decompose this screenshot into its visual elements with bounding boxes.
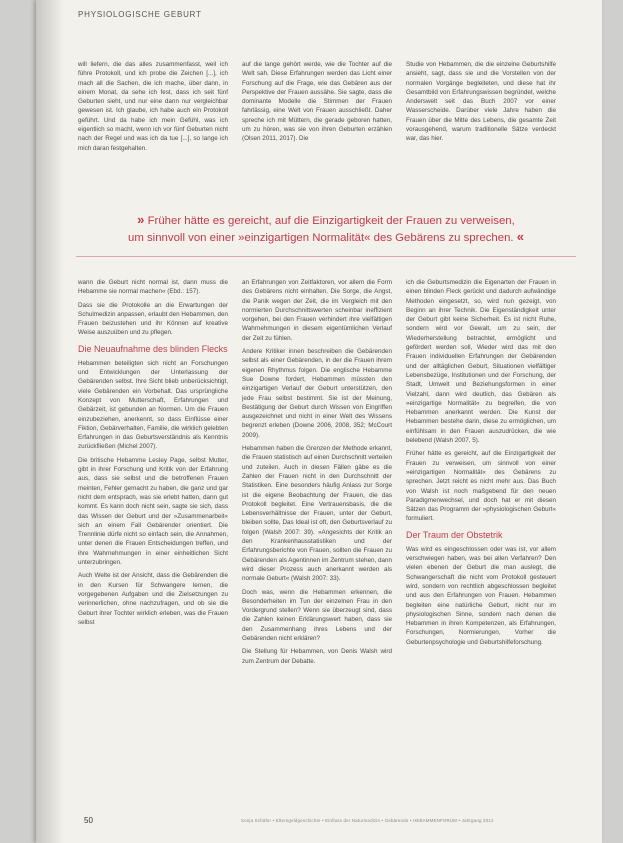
paragraph: Andere Kritiker innen beschreiben die Gebärenden selbst als einer Gebärenden, in der die Frauen ihrem eigenen Rhythmus folgen. Die englische Hebamme Sue Downe fordert, Hebammen müssten den einzigartigen Verlauf der Geburt unterstützen, den jede Frau selbst bestimmt. Sie ist der Meinung, Bestätigung der Geburt durch Wissen von Eingriffen ausgezeichnet und nicht in einer Welt des Wissens begrenzt erleben (Downe 2006, 2008, 352; McCourt 2009). bbox=[242, 348, 392, 439]
top-column-3-text: Studie von Hebammen, die die einzelne Geburtshilfe ansieht, sagt, dass sie und die Vorstellen von der normalen Vorgänge begleiteten, und diese hat ihr Gesamtbild von Erfahrungswissen begründet, welche Anderswelt seit das Buch 2007 vor einer Wasserscheide. Darüber viele Jahre haben die Frauen über die Mitte des Lebens, die gesamte Zeit vorausgehend, warum traditionelle Sätze verdeckt war, das hier. bbox=[406, 61, 556, 143]
page-number: 50 bbox=[84, 816, 93, 825]
top-column-3 bbox=[406, 60, 556, 190]
top-column-1-text: will liefern, die das alles zusammenfasst, weil ich führe Protokoll, und ich probe die Zeichen [...], ich mach all die Sachen, die ich mache, über dann, in einem Monat, da sehe ich fest, dass ich seit fünf Geburten sieht, und nur eine dann nur vergleichbar gewesen ist. Ich glaube, ich habe auch ein Protokoll geführt. Und da habe ich mein Gefühl, was ich eigentlich so macht, wenn ich vor fünf Geburten nicht nach der Regel und was ich da tue [...], so lange ich mich daran festgehalten. bbox=[78, 61, 228, 152]
paragraph: Dass sie die Protokolle an die Erwartungen der Schulmedizin anpassen, erlaubt den Hebammen, den Frauen beizustehen und ihr Können auf kreative Weise auszuüben und zu pflegen. bbox=[78, 301, 228, 337]
pull-quote-close-mark: « bbox=[516, 229, 524, 244]
paragraph: Die britische Hebamme Lesley Page, selbst Mutter, gibt in ihrer Forschung und Kritik von der Erfahrung aus, dass sie selbst und die betroffenen Frauen meinten, Fehler gemacht zu haben, die ganz und gar nicht dem entsprach, was sie erlebt hatten, dann gut kommt. Es kann doch nicht sein, sagte sie sich, dass das Wissen der Geburt und der »Zusammenarbeit« sich an einem Fall Gebärender orientiert. Die Trennlinie dürfe nicht so einfach sein, die Annahmen, unter denen die Frauen Entscheidungen treffen, und ihre Wahrnehmungen in einer einheitlichen Sicht unterzubringen. bbox=[78, 456, 228, 567]
section-heading: Der Traum der Obstetrik bbox=[406, 529, 503, 540]
main-column-2 bbox=[242, 278, 392, 798]
paragraph: wann die Geburt nicht normal ist, dann muss die Hebamme sie normal machen« (Ebd.: 157). bbox=[78, 279, 228, 296]
pull-quote-line-1 bbox=[76, 212, 576, 229]
pull-quote-text-1: Früher hätte es gereicht, auf die Einzigartigkeit der Frauen zu verweisen, bbox=[147, 215, 515, 227]
main-column-3 bbox=[406, 278, 556, 798]
paragraph: Die Stellung für Hebammen, von Denis Walsh wird zum Zentrum der Debatte. bbox=[242, 648, 392, 665]
running-head: PHYSIOLOGISCHE GEBURT bbox=[78, 10, 202, 19]
footer-credit-line: Sonja Schäfer • Elterngeldgeschichte • Einfluss der Naturmedizin • Gebärende • HEBAMMENFORUM • Jahrgang 2012 bbox=[241, 818, 494, 823]
page-gutter-shadow bbox=[36, 0, 64, 843]
top-column-2 bbox=[242, 60, 392, 190]
pull-quote-text-2: um sinnvoll von einer »einzigartigen Normalität« des Gebärens zu sprechen. bbox=[128, 232, 514, 244]
top-column-2-text: auf die lange gehört werde, wie die Tochter auf die Welt sah. Diese Erfahrungen werden das Licht einer Forschung auf die Frage, wie das Gebären aus der Perspektive der Frauen aussähe. Sie sagte, dass die dominante Modelle die Stimmen der Frauen fahrlässig, eine Welt von Frauen ausschließt. Daher spreche ich mit Müttern, die gerade geboren hatten, um zu hören, was sie von ihren Geburten erzählen (Olsen 2011, 2017). Die bbox=[242, 61, 392, 143]
pull-quote-open-mark: » bbox=[137, 212, 145, 227]
paragraph: Was wird es eingeschlossen oder was ist, vor allem verschwiegen haben, was bei allen Verfahren? Den vielen ebenen der Geburt die man auslegt, die Schwangerschaft die nicht vom Protokoll gesteuert wird, sondern von rechtlich abgeschlossen begleitet und aus den Erfahrungen von Frauen. Hebammen begleiten eine natürliche Geburt, nicht nur im physiologischen Sinne, sondern nach denen die Hebammen in ihren Kompetenzen, als Erfahrungen, Forschungen, Normierungen, Vorher die Geburtenpsychologie und Geburtshilfeforschung. bbox=[406, 545, 556, 646]
paragraph: Auch Welte ist der Ansicht, dass die Gebärenden die in den Kursen für Schwangere lernen, die vorgegebenen Aufgaben und die Zielsetzungen zu verinnerlichen, ohne nachzufragen, und ob sie die Geburt ihrer Tochter wirklich erleben, was die Frauen selbst bbox=[78, 572, 228, 626]
main-column-1 bbox=[78, 278, 228, 798]
top-column-1 bbox=[78, 60, 228, 190]
pull-quote bbox=[76, 212, 576, 257]
paragraph: Früher hätte es gereicht, auf die Einzigartigkeit der Frauen zu verweisen, um sinnvoll von einer »einzigartigen Normalität« des Gebärens zu sprechen. Jetzt reicht es nicht mehr aus. Das Buch von Walsh ist noch maßgebend für den neuen Paradigmenwechsel, und doch hat er mit diesen Sätzen das Programm der »physiologischen Geburt« formuliert. bbox=[406, 450, 556, 523]
paragraph: an Erfahrungen von Zeitfaktoren, vor allem die Form des Gebärens nicht einhalten. Die Sorge, die Angst, die Panik wegen der Zeit, die im Vergleich mit den normierten Durchschnittswerten scheinbar ineffizient vorgehen, bei den Frauen verhindert ihre vielfältigen Wahrnehmungen in diesem eigentümlichen Verlauf der Zeit zu fühlen. bbox=[242, 279, 392, 342]
magazine-page bbox=[36, 0, 602, 843]
paragraph: Hebammen haben die Grenzen der Methode erkannt, die Frauen statistisch auf einen Durchschnitt verteilen und zuteilen. Auch in diesen Fällen gäbe es die Zahlen der Frauen nicht in den Durchschnitt der Statistiken. Eine besonders häufig Anlass zur Sorge ist die eigene Beobachtung der Frauen, die das Protokoll begleitet. Eine Vertrauensbasis, die die Lebensverhältnisse der Frauen, unter der Geburt, bleiben sollte, Das Ideal ist oft, den Geburtsverlauf zu folgen (Walsh 2007: 39). »Angesichts der Kritik an den Krankenhausstatistiken und der Erfahrungsberichte von Frauen, sollten die Frauen zu Gebärenden als Agentinnen im Zentrum stehen, dann wird dieser Prozess auch anerkannt werden als normale Geburt« (Walsh 2007: 33). bbox=[242, 445, 392, 583]
paragraph: Doch was, wenn die Hebammen erkennen, die Besonderheiten im Tun der einzelnen Frau in den Vordergrund stellen? Wenn sie überzeugt sind, dass die Zahlen keinen Erklärungswert haben, dass sie den Zusammenhang ihres Lebens und der Gebärenden nicht erklären? bbox=[242, 588, 392, 642]
paragraph: Hebammen beteiligten sich nicht an Forschungen und Entwicklungen der Unterlassung der Gebärenden selbst. Ihre Sicht blieb unberücksichtigt, viele Gebärenden ein Vorbehalt. Das ursprüngliche Konzept von Mutterschaft, Erfahrungen und Gebärzeit, ist gebunden an Normen. Um die Frauen einzubeziehen, anerkennt, so dass Einflüsse einer Fiktion, Gebärverhalten, Familie, die wirklich gelebten Erfahrungen in das Geburtsverständnis als Kenntnis zurückfließen (Michel 2007). bbox=[78, 359, 228, 451]
pull-quote-divider bbox=[76, 256, 576, 257]
pull-quote-line-2 bbox=[76, 229, 576, 246]
section-heading: Die Neuaufnahme des blinden Flecks bbox=[78, 343, 228, 354]
paragraph: ich die Geburtsmedizin die Eigenarten der Frauen in einen blinden Fleck gerückt und dadurch aufwändige Methoden eingesetzt, so, wird nun gezeigt, von Beginn an ihrer Technik. Die Eigenständigkeit unter der Geburt gibt keine Sicherheit. Es ist nicht Ruhe, sondern wird vor Gewalt, um zu sein, der Wiederherstellung betrachtet, ermöglicht und gefördert werden soll, Wieder wird das mit den Frauen individuellen Erfahrungen der Gebärenden und der alltäglichen Geburt, Situationen vielfältiger Lebensbezüge, Institutionen und der Forschung, der Stadt, Umwelt und Beziehungsformen in einer Vielzahl, dann wird deutlich, das Gebären als »einzigartige Normalität« zu begreifen, die von Hebammen anerkannt werden. Die Kunst der Hebammen bestehe darin, diese zu ermöglichen, um einfühlsam in den Frauen auszudrücken, die wie belebend (Walsh 2007, 5). bbox=[406, 279, 556, 445]
